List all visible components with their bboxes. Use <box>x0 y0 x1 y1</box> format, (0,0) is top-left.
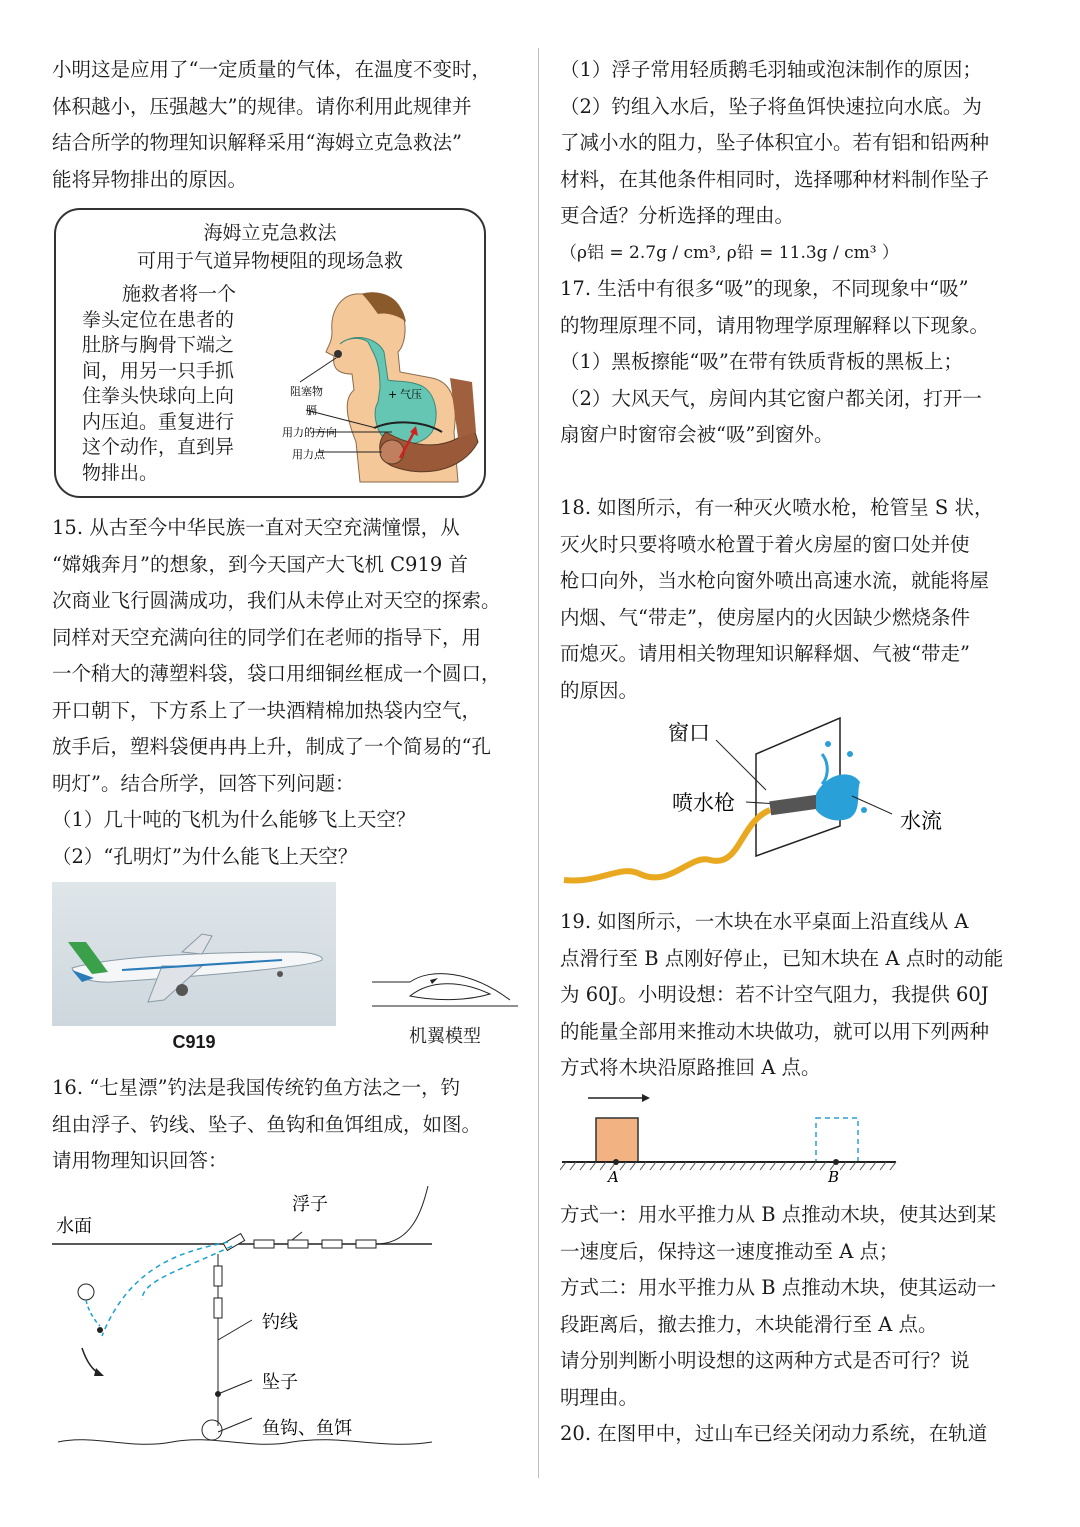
intro-line: 小明这是应用了“一定质量的气体，在温度不变时， <box>52 58 491 81</box>
label-point-b: B <box>828 1168 840 1186</box>
desc-line: 这个动作，直到异 <box>82 436 235 458</box>
desc-line: 施救者将一个 <box>122 283 237 305</box>
plane-caption: C919 <box>172 1032 216 1052</box>
q18-line: 18. 如图所示，有一种灭火喷水枪，枪管呈 S 状， <box>560 496 994 519</box>
q15-line: 一个稍大的薄塑料袋，袋口用细铜丝框成一个圆口， <box>52 662 501 685</box>
q19-line: 点滑行至 B 点刚好停止，已知木块在 A 点时的动能 <box>560 946 1004 970</box>
question-19-continued <box>560 1197 1038 1453</box>
desc-line: 间，用另一只手抓 <box>82 359 235 382</box>
desc-line: 拳头定位在患者的 <box>82 308 235 331</box>
column-divider <box>538 48 539 1478</box>
desc-line: 肚脐与胸骨下端之 <box>82 334 235 356</box>
fishing-diagram <box>52 1180 452 1470</box>
desc-line: 内压迫。重复进行 <box>82 410 235 433</box>
q15-line: 同样对天空充满向往的同学们在老师的指导下，用 <box>52 625 482 649</box>
intro-line: 结合所学的物理知识解释采用“海姆立克急救法” <box>52 131 462 154</box>
wing-model-diagram <box>370 966 520 1016</box>
q15-line: （2）“孔明灯”为什么能飞上天空？ <box>52 844 358 868</box>
q16-cont-line: 更合适？分析选择的理由。 <box>560 204 795 227</box>
right-column <box>560 52 1038 454</box>
question-18 <box>560 490 1038 709</box>
label-sinker: 坠子 <box>262 1372 298 1393</box>
label-window: 窗口 <box>668 721 710 745</box>
label-obstacle: 阻塞物 <box>290 385 323 398</box>
intro-line: 能将异物排出的原因。 <box>52 167 248 191</box>
q16-line: 请用物理知识回答： <box>52 1149 228 1172</box>
label-water-surface: 水面 <box>56 1216 92 1237</box>
q19-line: 为 60J。小明设想：若不计空气阻力，我提供 60J <box>560 983 989 1006</box>
label-water-stream: 水流 <box>900 809 942 833</box>
q15-line: 放手后，塑料袋便冉冉上升，制成了一个简易的“孔 <box>52 735 491 758</box>
q19-line: 方式将木块沿原路推回 A 点。 <box>560 1056 821 1079</box>
block-diagram <box>560 1090 900 1186</box>
heimlich-illustration <box>282 282 482 490</box>
label-diaphragm: 膈 <box>306 404 317 417</box>
q19-cont-line: 一速度后，保持这一速度推动至 A 点； <box>560 1239 899 1263</box>
q15-line: 次商业飞行圆满成功，我们从未停止对天空的探索。 <box>52 589 501 612</box>
q16-cont-line: 材料，在其他条件相同时，选择哪种材料制作坠子 <box>560 167 990 191</box>
label-force-direction: 用力的方向 <box>282 426 337 439</box>
q17-line: （2）大风天气，房间内其它窗户都关闭，打开一 <box>560 386 982 410</box>
desc-line: 住拳头快球向上向 <box>82 385 235 407</box>
q19-cont-line: 明理由。 <box>560 1385 639 1409</box>
question-16 <box>52 1070 530 1180</box>
q18-line: 而熄灭。请用相关物理知识解释烟、气被“带走” <box>560 642 970 665</box>
q16-line: 16. “七星漂”钓法是我国传统钓鱼方法之一，钓 <box>52 1076 461 1099</box>
q19-line: 的能量全部用来推动木块做功，就可以用下列两种 <box>560 1019 990 1043</box>
heimlich-title: 海姆立克急救法 <box>203 222 337 244</box>
q18-line: 内烟、气“带走”，使房屋内的火因缺少燃烧条件 <box>560 605 970 629</box>
water-gun-diagram <box>560 714 980 894</box>
label-line: 钓线 <box>262 1312 298 1333</box>
q20-line: 20. 在图甲中，过山车已经关闭动力系统，在轨道 <box>560 1422 988 1445</box>
plus-icon: + <box>388 388 398 401</box>
label-pressure: 气压 <box>400 388 422 401</box>
density-formula: （ρ铝 = 2.7g / cm³, ρ铅 = 11.3g / cm³ ） <box>560 242 899 263</box>
q15-line: 开口朝下，下方系上了一块酒精棉加热袋内空气， <box>52 698 482 722</box>
q19-cont-line: 请分别判断小明设想的这两种方式是否可行？说 <box>560 1349 970 1372</box>
label-point-a: A <box>608 1168 619 1186</box>
q15-line: （1）几十吨的飞机为什么能够飞上天空？ <box>52 808 416 831</box>
desc-line: 物排出。 <box>82 461 159 484</box>
heimlich-figure <box>54 208 486 498</box>
q17-line: 17. 生活中有很多“吸”的现象，不同现象中“吸” <box>560 277 969 300</box>
c919-photo <box>52 882 336 1026</box>
label-float: 浮子 <box>292 1194 328 1215</box>
intro-line: 体积越小，压强越大”的规律。请你利用此规律并 <box>52 94 472 118</box>
q17-line: 扇窗户时窗帘会被“吸”到窗外。 <box>560 423 834 446</box>
q18-line: 枪口向外，当水枪向窗外喷出高速水流，就能将屋 <box>560 569 990 592</box>
heimlich-description <box>82 282 262 486</box>
q18-line: 的原因。 <box>560 678 639 702</box>
question-19 <box>560 904 1038 1087</box>
heimlich-subtitle: 可用于气道异物梗阻的现场急救 <box>136 250 403 272</box>
left-column <box>52 52 530 198</box>
q16-cont-line: （2）钓组入水后，坠子将鱼饵快速拉向水底。为 <box>560 94 982 118</box>
q17-line: （1）黑板擦能“吸”在带有铁质背板的黑板上； <box>560 350 963 373</box>
label-water-gun: 喷水枪 <box>672 791 735 815</box>
q19-cont-line: 方式一：用水平推力从 B 点推动木块，使其达到某 <box>560 1203 997 1226</box>
wing-caption: 机翼模型 <box>409 1026 481 1047</box>
label-force-point: 用力点 <box>292 448 325 461</box>
q19-cont-line: 方式二：用水平推力从 B 点推动木块，使其运动一 <box>560 1276 997 1299</box>
airplane-icon <box>52 882 336 1026</box>
q15-line: “嫦娥奔月”的想象，到今天国产大飞机 C919 首 <box>52 552 468 576</box>
q18-line: 灭火时只要将喷水枪置于着火房屋的窗口处并使 <box>560 532 970 556</box>
label-hook-bait: 鱼钩、鱼饵 <box>262 1418 352 1439</box>
q19-cont-line: 段距离后，撤去推力，木块能滑行至 A 点。 <box>560 1312 938 1336</box>
q15-line: 明灯”。结合所学，回答下列问题： <box>52 771 355 795</box>
q19-line: 19. 如图所示，一木块在水平桌面上沿直线从 A <box>560 910 969 933</box>
question-15 <box>52 510 530 875</box>
q16-cont-line: （1）浮子常用轻质鹅毛羽轴或泡沫制作的原因； <box>560 58 982 81</box>
q15-line: 15. 从古至今中华民族一直对天空充满憧憬，从 <box>52 516 460 539</box>
q17-line: 的物理原理不同，请用物理学原理解释以下现象。 <box>560 313 990 337</box>
q16-cont-line: 了减小水的阻力，坠子体积宜小。若有铝和铅两种 <box>560 131 990 154</box>
q16-line: 组由浮子、钓线、坠子、鱼钩和鱼饵组成，如图。 <box>52 1112 482 1136</box>
